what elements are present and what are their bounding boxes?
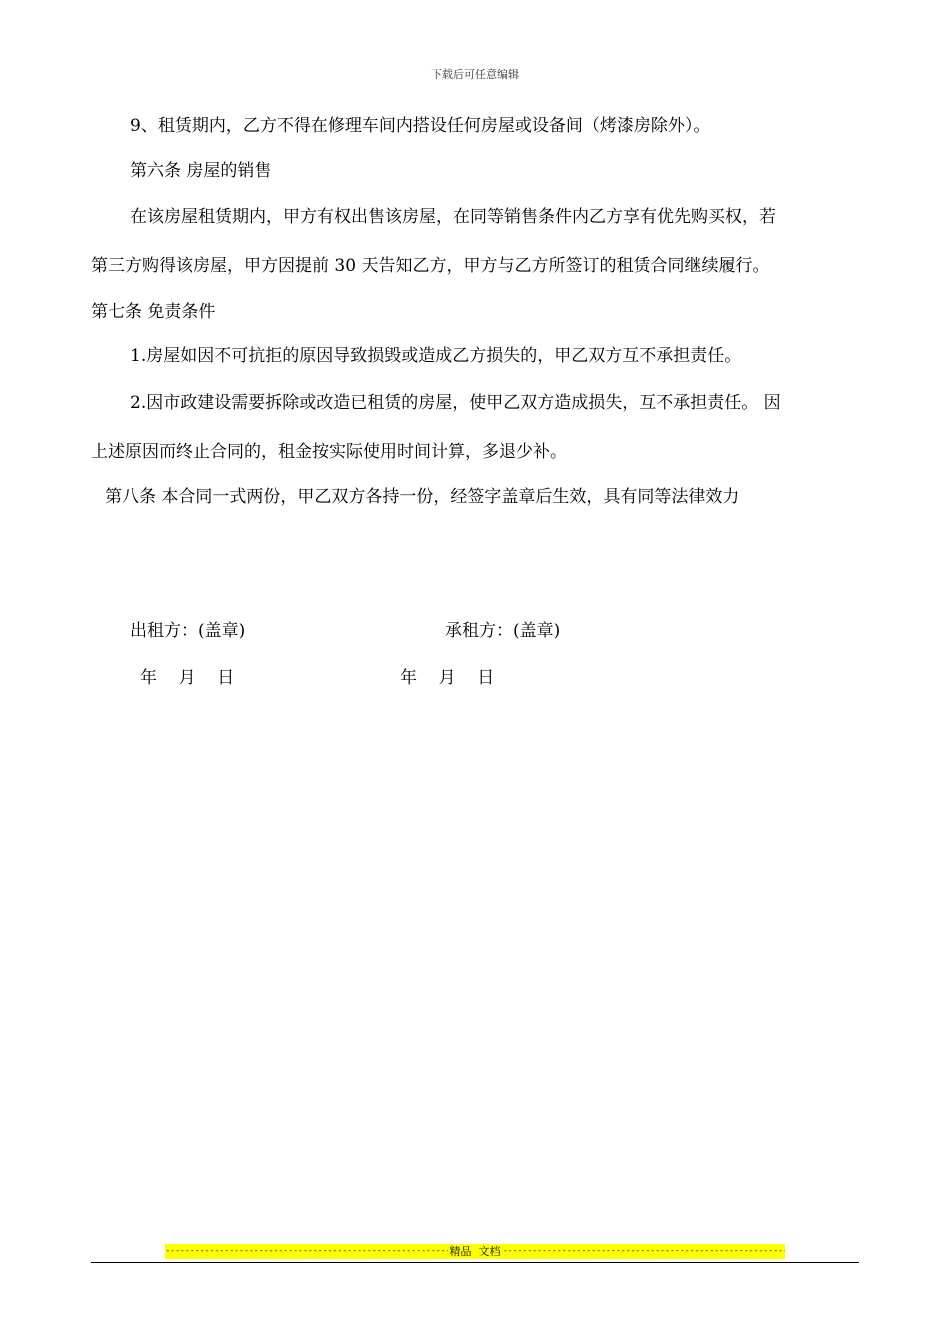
footer-dash-left [165, 1244, 448, 1259]
footer-dash-right [503, 1244, 786, 1259]
article-7-item-1: 1.房屋如因不可抗拒的原因导致损毁或造成乙方损失的，甲乙双方互不承担责任。 [130, 346, 742, 366]
article-8: 第八条 本合同一式两份，甲乙双方各持一份，经签字盖章后生效，具有同等法律效力 [105, 487, 740, 507]
article-6-text-line-1: 在该房屋租赁期内，甲方有权出售该房屋，在同等销售条件内乙方享有优先购买权，若 [130, 207, 776, 227]
lessor-date: 年 月 日 [140, 668, 235, 688]
clause-9: 9、租赁期内，乙方不得在修理车间内搭设任何房屋或设备间（烤漆房除外）。 [130, 116, 711, 136]
lessor-signature: 出租方：(盖章) [130, 621, 246, 641]
article-7-item-2-line-2: 上述原因而终止合同的，租金按实际使用时间计算，多退少补。 [91, 442, 567, 462]
lessee-date: 年 月 日 [400, 668, 495, 688]
page-header: 下载后可任意编辑 [431, 68, 519, 81]
footer-rule [91, 1262, 859, 1263]
footer-watermark [165, 1244, 785, 1259]
article-6-text-line-2: 第三方购得该房屋，甲方因提前 30 天告知乙方，甲方与乙方所签订的租赁合同继续履行。 [91, 256, 770, 276]
footer-mark-text: 精品 文档 [449, 1245, 501, 1258]
article-7-item-2-line-1: 2.因市政建设需要拆除或改造已租赁的房屋，使甲乙双方造成损失，互不承担责任。 因 [130, 393, 781, 413]
article-7-title: 第七条 免责条件 [91, 302, 216, 322]
lessee-signature: 承租方：(盖章) [445, 621, 561, 641]
article-6-title: 第六条 房屋的销售 [130, 161, 272, 181]
